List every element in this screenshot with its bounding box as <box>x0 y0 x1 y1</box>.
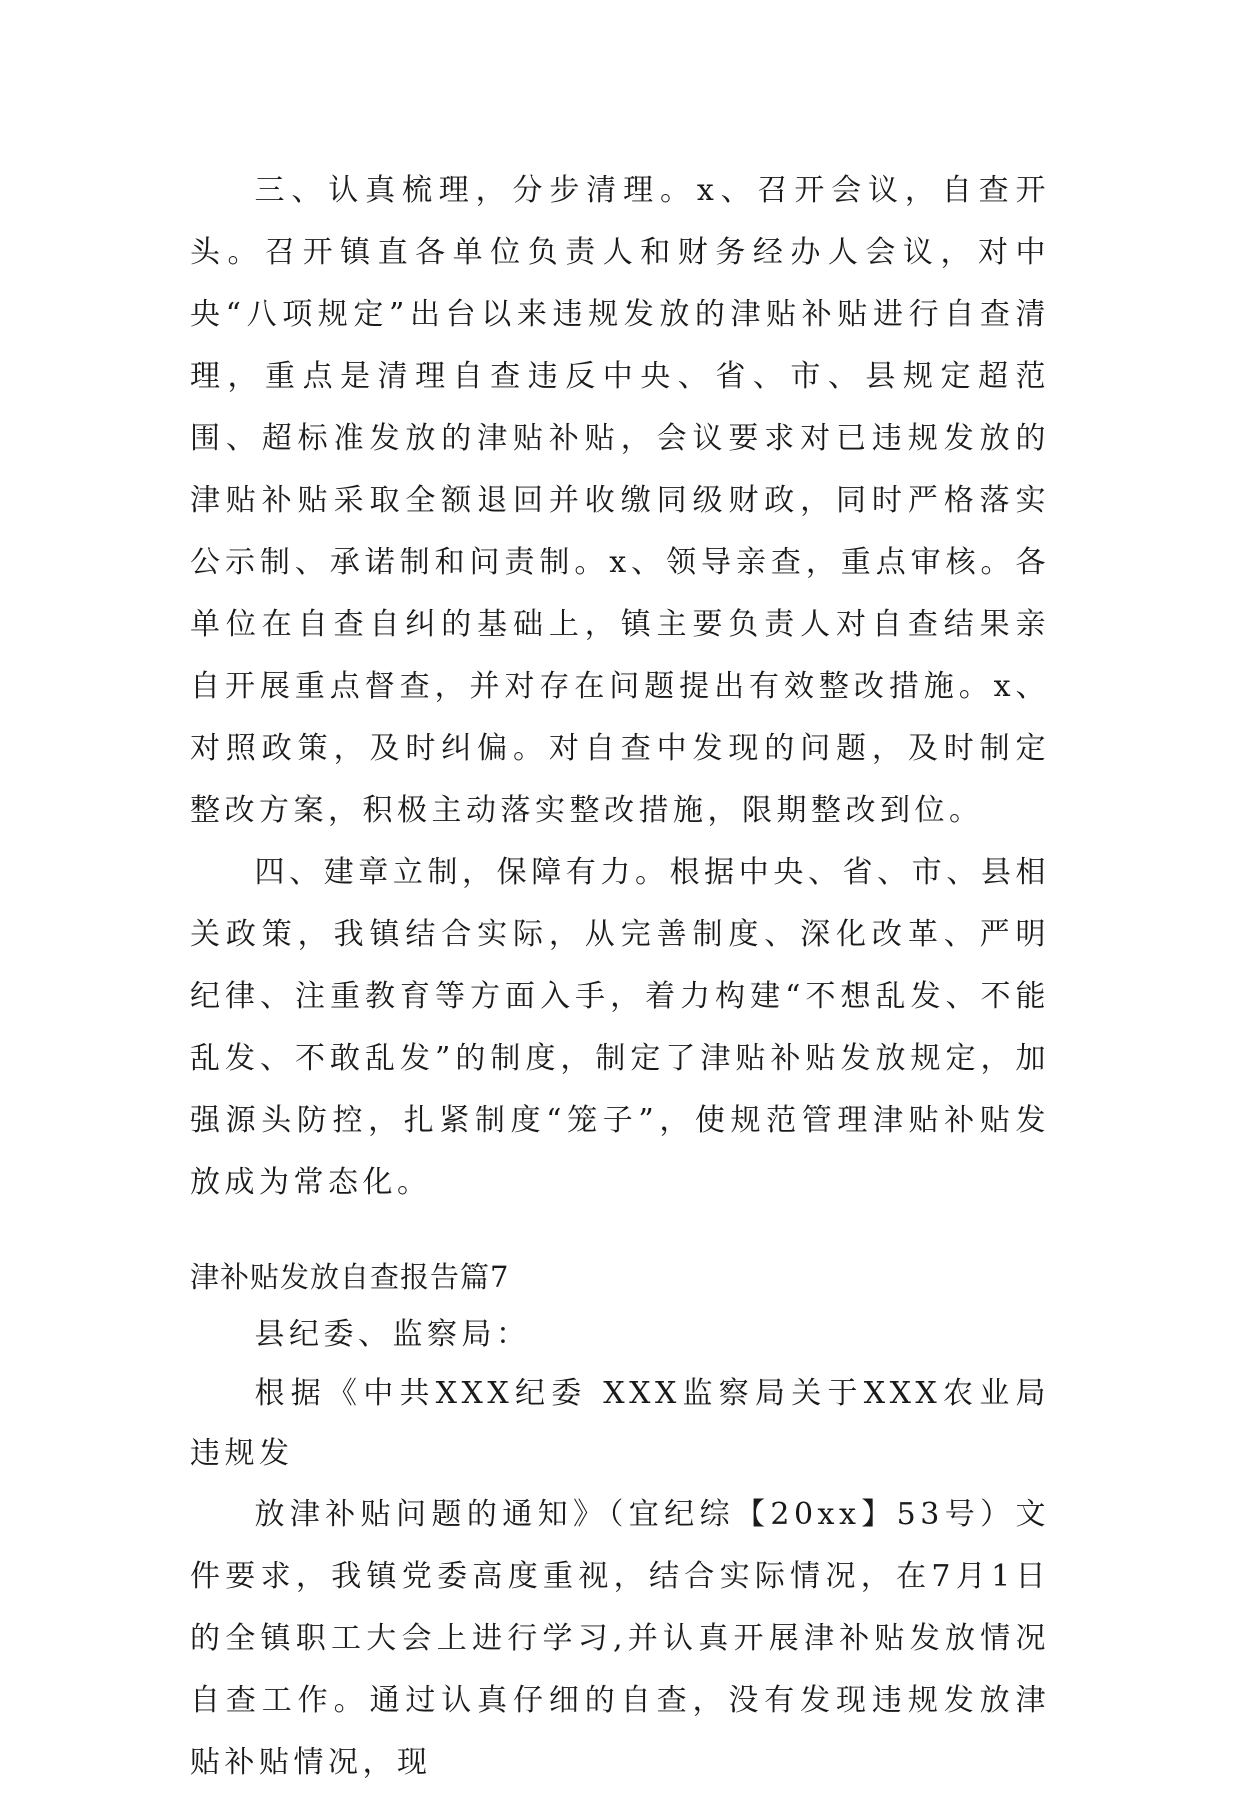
paragraph-section-four: 四、建章立制，保障有力。根据中央、省、市、县相关政策，我镇结合实际，从完善制度、深化改革、严明纪律、注重教育等方面入手，着力构建“不想乱发、不能乱发、不敢乱发”的制度，制定了津贴补贴发放规定，加强源头防控，扎紧制度“笼子”，使规范管理津贴补贴发放成为常态化。 <box>190 855 1050 1200</box>
body-line-intro: 根据《中共XXX纪委 XXX监察局关于XXX农业局违规发 <box>190 1376 1050 1471</box>
salutation: 县纪委、监察局： <box>254 1317 531 1352</box>
body-paragraph: 放津补贴问题的通知》（宜纪综【20xx】53号）文件要求，我镇党委高度重视，结合实际情况，在7月1日的全镇职工大会上进行学习,并认真开展津补贴发放情况自查工作。通过认真仔细的自查，没有发现违规发放津贴补贴情况，现 <box>190 1497 1050 1780</box>
document-body <box>190 160 1050 1794</box>
paragraph-section-three: 三、认真梳理，分步清理。x、召开会议，自查开头。召开镇直各单位负责人和财务经办人会议，对中央“八项规定”出台以来违规发放的津贴补贴进行自查清理，重点是清理自查违反中央、省、市、县规定超范围、超标准发放的津贴补贴，会议要求对已违规发放的津贴补贴采取全额退回并收缴同级财政，同时严格落实公示制、承诺制和问责制。x、领导亲查，重点审核。各单位在自查自纠的基础上，镇主要负责人对自查结果亲自开展重点督查，并对存在问题提出有效整改措施。x、对照政策，及时纠偏。对自查中发现的问题，及时制定整改方案，积极主动落实整改措施，限期整改到位。 <box>190 173 1050 828</box>
section-title: 津补贴发放自查报告篇7 <box>190 1260 510 1294</box>
